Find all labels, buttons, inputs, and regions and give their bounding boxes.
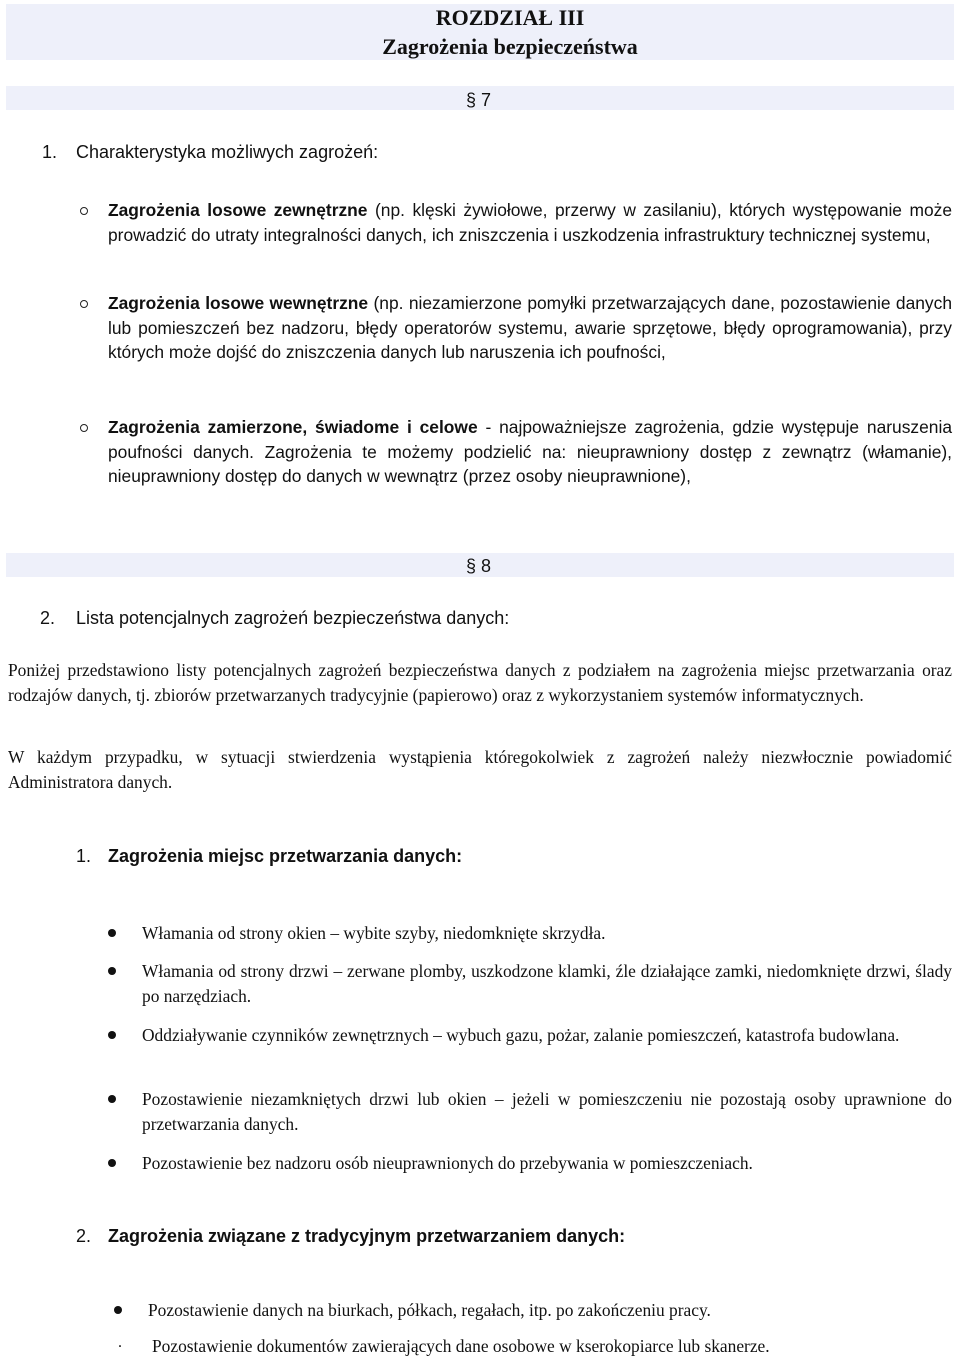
bullet-icon bbox=[108, 967, 116, 975]
chapter-subtitle: Zagrożenia bezpieczeństwa bbox=[382, 34, 638, 59]
bullet-icon bbox=[108, 1031, 116, 1039]
place-threat-2: Włamania od strony drzwi – zerwane plomby, uszkodzone klamki, źle działające zamki, niedomknięte drzwi, ślady po narzędziach. bbox=[142, 961, 952, 1006]
threat-bullet-1-text: (np. klęski żywiołowe, przerwy w zasilaniu), których występowanie może prowadzić do utraty integralności danych, ich zniszczenia i uszkodzenia infrastruktury technicznej systemu, bbox=[108, 200, 953, 245]
threat-bullet-3-text: - najpoważniejsze zagrożenia, gdzie występuje naruszenia poufności danych. Zagrożenia te możemy podzielić na: nieuprawniony dostęp z zewnątrz (włamanie), nieuprawniony dostęp do danych w wewnątrz (przez osoby nieuprawnione), bbox=[108, 417, 952, 486]
bullet-icon: . bbox=[118, 1334, 122, 1351]
threat-bullet-1 bbox=[108, 198, 952, 247]
ring-bullet-icon bbox=[80, 300, 88, 308]
place-threat-3: Oddziaływanie czynników zewnętrznych – wybuch gazu, pożar, zalanie pomieszczeń, katastrofa budowlana. bbox=[142, 1025, 900, 1045]
place-threat-1: Włamania od strony okien – wybite szyby, niedomknięte skrzydła. bbox=[142, 923, 606, 943]
threat-bullet-2-bold: Zagrożenia losowe wewnętrzne bbox=[108, 293, 369, 313]
ring-bullet-icon bbox=[80, 424, 88, 432]
chapter-heading: ROZDZIAŁ III bbox=[435, 5, 585, 30]
section-7-item-number: 1. bbox=[42, 142, 58, 162]
paper-threat-2: Pozostawienie dokumentów zawierających dane osobowe w kserokopiarce lub skanerze. bbox=[152, 1336, 770, 1356]
section-8-item-title: Lista potencjalnych zagrożeń bezpieczeństwa danych: bbox=[76, 608, 510, 628]
bullet-icon bbox=[108, 1095, 116, 1103]
subsection-2-number: 2. bbox=[76, 1226, 92, 1246]
subsection-1-title: Zagrożenia miejsc przetwarzania danych: bbox=[108, 846, 463, 866]
place-threat-5: Pozostawienie bez nadzoru osób nieuprawnionych do przebywania w pomieszczeniach. bbox=[142, 1153, 753, 1173]
bullet-icon bbox=[108, 1159, 116, 1167]
threat-bullet-3 bbox=[108, 415, 952, 489]
threat-bullet-2 bbox=[108, 291, 952, 365]
ring-bullet-icon bbox=[80, 207, 88, 215]
threat-bullet-3-bold: Zagrożenia zamierzone, świadome i celowe bbox=[108, 417, 478, 437]
threat-bullet-2-text: (np. niezamierzone pomyłki przetwarzających dane, pozostawienie danych lub pomieszczeń bez nadzoru, błędy operatorów systemu, awarie sprzętowe, błędy oprogramowania), przy których może dojść do zniszczenia danych lub naruszenia ich poufności, bbox=[108, 293, 952, 362]
section-7-mark: § 7 bbox=[466, 90, 492, 110]
notify-paragraph: W każdym przypadku, w sytuacji stwierdzenia wystąpienia któregokolwiek z zagrożeń należy niezwłocznie powiadomić Administratora danych. bbox=[8, 747, 952, 792]
subsection-1-number: 1. bbox=[76, 846, 92, 866]
threat-bullet-1-bold: Zagrożenia losowe zewnętrzne bbox=[108, 200, 368, 220]
section-8-item-number: 2. bbox=[40, 608, 56, 628]
place-threat-4: Pozostawienie niezamkniętych drzwi lub okien – jeżeli w pomieszczeniu nie pozostają osoby uprawnione do przetwarzania danych. bbox=[142, 1089, 952, 1134]
intro-paragraph: Poniżej przedstawiono listy potencjalnych zagrożeń bezpieczeństwa danych z podziałem na zagrożenia miejsc przetwarzania oraz rodzajów danych, tj. zbiorów przetwarzanych tradycyjnie (papierowo) oraz z wykorzystaniem systemów informatycznych. bbox=[8, 660, 952, 705]
paper-threat-1: Pozostawienie danych na biurkach, półkach, regałach, itp. po zakończeniu pracy. bbox=[148, 1300, 711, 1320]
section-8-mark: § 8 bbox=[466, 556, 492, 576]
bullet-icon bbox=[108, 929, 116, 937]
section-7-item-title: Charakterystyka możliwych zagrożeń: bbox=[76, 142, 379, 162]
bullet-icon bbox=[114, 1306, 122, 1314]
subsection-2-title: Zagrożenia związane z tradycyjnym przetwarzaniem danych: bbox=[108, 1226, 626, 1246]
